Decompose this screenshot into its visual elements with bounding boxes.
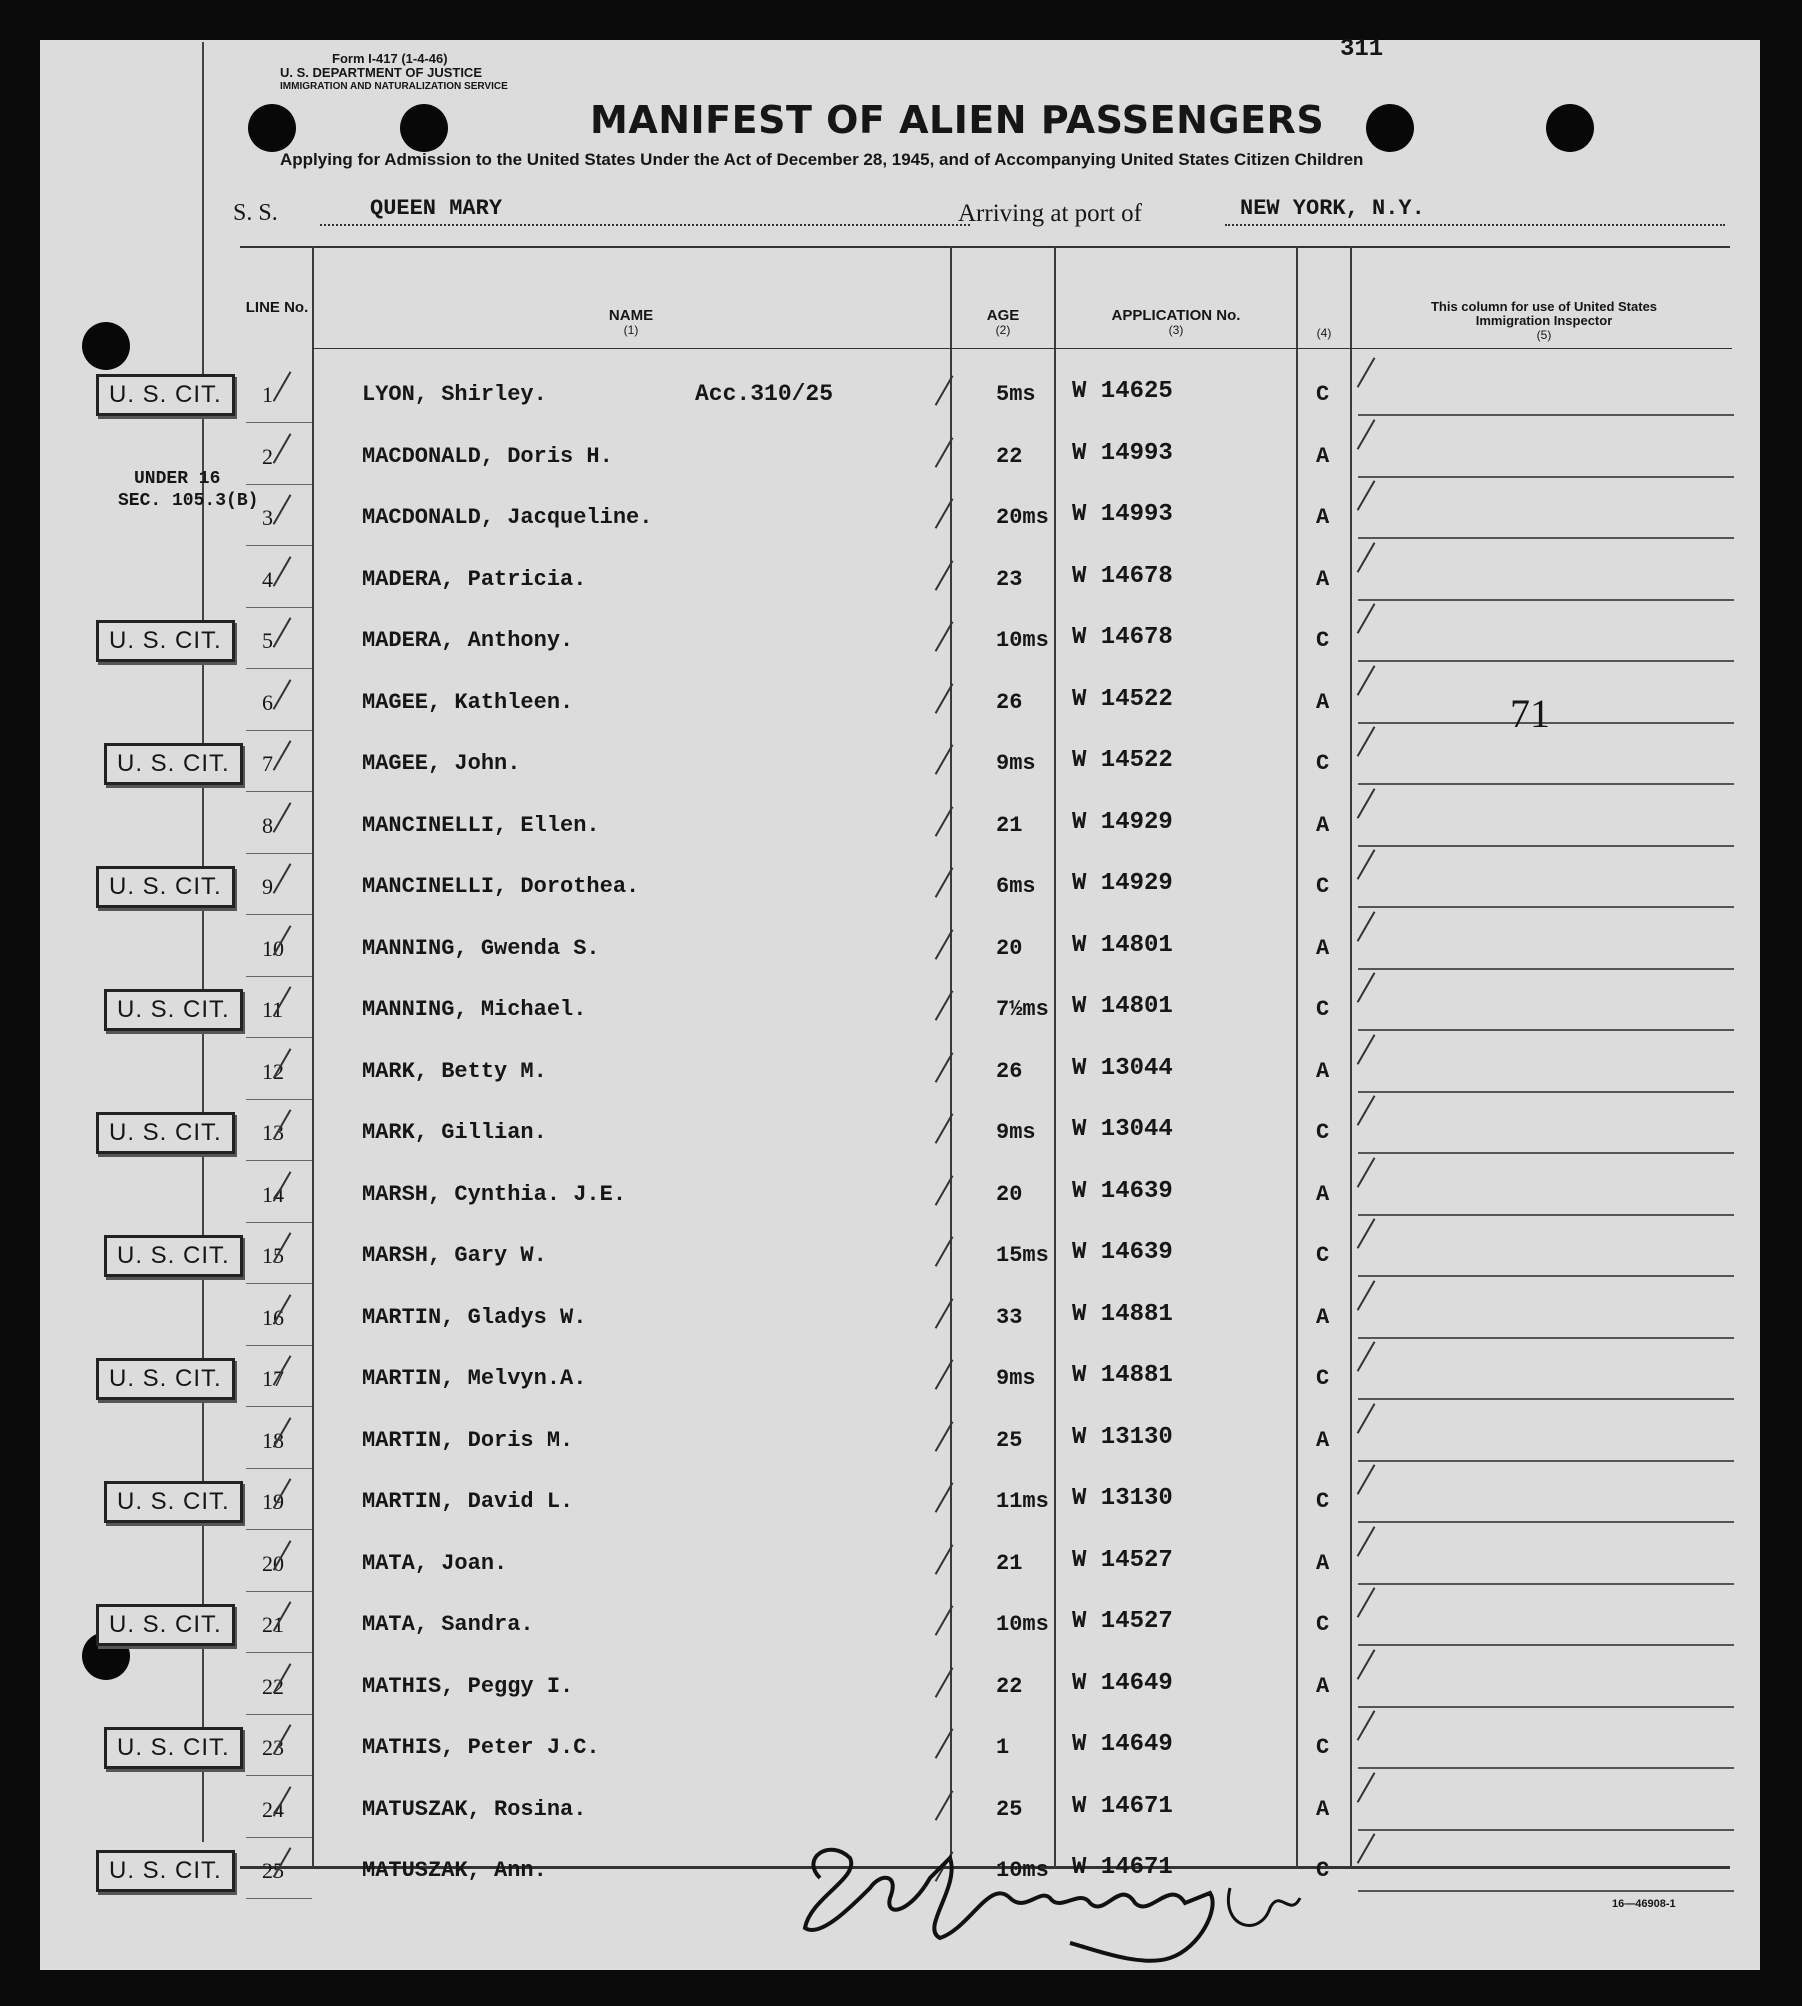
inspector-row-line xyxy=(1358,1029,1734,1031)
passenger-age: 20 xyxy=(996,1182,1023,1207)
accompanying-note: Acc.310/25 xyxy=(695,381,834,407)
document-title: MANIFEST OF ALIEN PASSENGERS xyxy=(590,98,1325,142)
passenger-name: MATA, Sandra. xyxy=(362,1612,534,1637)
inspector-row-line xyxy=(1358,1337,1734,1339)
class-code: C xyxy=(1316,1858,1330,1883)
class-code: A xyxy=(1316,690,1330,715)
column-divider xyxy=(312,246,314,1868)
service: IMMIGRATION AND NATURALIZATION SERVICE xyxy=(280,81,508,92)
line-number: 8 xyxy=(262,813,273,838)
application-number: W 14993 xyxy=(1072,501,1173,528)
line-no-rule xyxy=(246,1775,312,1776)
line-number: 23 xyxy=(262,1735,284,1760)
line-number: 11 xyxy=(262,997,284,1022)
us-citizen-stamp: U. S. CIT. xyxy=(96,866,235,908)
passenger-name: MACDONALD, Jacqueline. xyxy=(362,505,653,530)
application-number: W 14671 xyxy=(1072,1793,1173,1820)
passenger-name: MANCINELLI, Ellen. xyxy=(362,813,600,838)
column-divider xyxy=(1054,246,1056,1868)
line-number: 24 xyxy=(262,1797,284,1822)
header-inspector xyxy=(1354,300,1734,342)
application-number: W 14522 xyxy=(1072,747,1173,774)
class-code: A xyxy=(1316,567,1330,592)
line-no-rule xyxy=(246,1898,312,1899)
header-name-label: NAME xyxy=(608,307,654,324)
class-code: C xyxy=(1316,1612,1330,1637)
footer-code: 16—46908-1 xyxy=(1612,1898,1676,1910)
class-code: A xyxy=(1316,1551,1330,1576)
passenger-name: MARTIN, Gladys W. xyxy=(362,1305,587,1330)
column-divider xyxy=(1296,246,1298,1868)
punch-hole xyxy=(1546,104,1594,152)
line-number: 3 xyxy=(262,505,273,530)
line-number: 25 xyxy=(262,1858,284,1883)
inspector-row-line xyxy=(1358,660,1734,662)
inspector-row-line xyxy=(1358,1460,1734,1462)
inspector-row-line xyxy=(1358,783,1734,785)
header-line-no: LINE No. xyxy=(245,299,309,316)
passenger-age: 10ms xyxy=(996,1858,1049,1883)
application-number: W 14678 xyxy=(1072,563,1173,590)
inspector-row-line xyxy=(1358,1521,1734,1523)
line-no-rule xyxy=(246,853,312,854)
page-number: 311 xyxy=(1340,36,1384,63)
header-name-number: (1) xyxy=(623,323,639,337)
passenger-name: MATA, Joan. xyxy=(362,1551,508,1576)
us-citizen-stamp: U. S. CIT. xyxy=(104,743,243,785)
inspector-row-line xyxy=(1358,1152,1734,1154)
line-number: 20 xyxy=(262,1551,284,1576)
application-number: W 14522 xyxy=(1072,686,1173,713)
passenger-name: MARSH, Gary W. xyxy=(362,1243,547,1268)
passenger-name: MATHIS, Peggy I. xyxy=(362,1674,574,1699)
line-number: 9 xyxy=(262,874,273,899)
passenger-name: MANCINELLI, Dorothea. xyxy=(362,874,640,899)
inspector-row-line xyxy=(1358,906,1734,908)
passenger-age: 1 xyxy=(996,1735,1010,1760)
us-citizen-stamp: U. S. CIT. xyxy=(96,1604,235,1646)
passenger-age: 10ms xyxy=(996,1612,1049,1637)
passenger-age: 9ms xyxy=(996,1366,1036,1391)
passenger-name: MACDONALD, Doris H. xyxy=(362,444,613,469)
us-citizen-stamp: U. S. CIT. xyxy=(96,1112,235,1154)
passenger-age: 9ms xyxy=(996,751,1036,776)
port-label: Arriving at port of xyxy=(958,200,1142,227)
us-citizen-stamp: U. S. CIT. xyxy=(104,1235,243,1277)
signature xyxy=(790,1818,1310,1968)
line-number: 18 xyxy=(262,1428,284,1453)
port-name: NEW YORK, N.Y. xyxy=(1240,196,1425,221)
application-number: W 14801 xyxy=(1072,993,1173,1020)
application-number: W 14881 xyxy=(1072,1301,1173,1328)
us-citizen-stamp: U. S. CIT. xyxy=(96,620,235,662)
application-number: W 14639 xyxy=(1072,1239,1173,1266)
header-name xyxy=(316,308,946,338)
line-number: 22 xyxy=(262,1674,284,1699)
passenger-name: MARTIN, David L. xyxy=(362,1489,574,1514)
line-no-rule xyxy=(246,1529,312,1530)
application-number: W 14527 xyxy=(1072,1547,1173,1574)
class-code: C xyxy=(1316,997,1330,1022)
passenger-name: MARSH, Cynthia. J.E. xyxy=(362,1182,627,1207)
line-number: 13 xyxy=(262,1120,284,1145)
header-inspector-line1: This column for use of United States xyxy=(1430,299,1658,314)
passenger-age: 9ms xyxy=(996,1120,1036,1145)
passenger-age: 21 xyxy=(996,813,1023,838)
class-code: C xyxy=(1316,382,1330,407)
line-no-rule xyxy=(246,1345,312,1346)
passenger-age: 15ms xyxy=(996,1243,1049,1268)
class-code: A xyxy=(1316,936,1330,961)
line-no-rule xyxy=(246,976,312,977)
header-inspector-line2: Immigration Inspector xyxy=(1475,313,1613,328)
us-citizen-stamp: U. S. CIT. xyxy=(104,1727,243,1769)
inspector-row-line xyxy=(1358,1829,1734,1831)
class-code: C xyxy=(1316,1120,1330,1145)
ship-label: S. S. xyxy=(233,200,278,226)
passenger-name: MANNING, Michael. xyxy=(362,997,587,1022)
header-col4 xyxy=(1298,326,1350,341)
line-number: 14 xyxy=(262,1182,284,1207)
form-number: Form I-417 (1-4-46) xyxy=(332,51,448,66)
header-age-label: AGE xyxy=(986,307,1020,324)
us-citizen-stamp: U. S. CIT. xyxy=(96,1850,235,1892)
class-code: A xyxy=(1316,1059,1330,1084)
port-underline xyxy=(1225,224,1725,226)
line-no-rule xyxy=(246,1652,312,1653)
ship-name: QUEEN MARY xyxy=(370,196,503,221)
class-code: C xyxy=(1316,1366,1330,1391)
passenger-age: 7½ms xyxy=(996,997,1049,1022)
application-number: W 13044 xyxy=(1072,1116,1173,1143)
passenger-name: MAGEE, John. xyxy=(362,751,521,776)
passenger-name: MARK, Gillian. xyxy=(362,1120,547,1145)
application-number: W 14929 xyxy=(1072,870,1173,897)
line-number: 16 xyxy=(262,1305,284,1330)
line-no-rule xyxy=(246,668,312,669)
application-number: W 13130 xyxy=(1072,1424,1173,1451)
application-number: W 14993 xyxy=(1072,440,1173,467)
inspector-row-line xyxy=(1358,1644,1734,1646)
under16-line1: UNDER 16 xyxy=(134,469,221,489)
class-code: A xyxy=(1316,1182,1330,1207)
application-number: W 14649 xyxy=(1072,1731,1173,1758)
header-application xyxy=(1058,308,1294,338)
class-code: A xyxy=(1316,1797,1330,1822)
class-code: C xyxy=(1316,1243,1330,1268)
class-code: C xyxy=(1316,874,1330,899)
line-no-rule xyxy=(246,914,312,915)
line-no-rule xyxy=(246,1591,312,1592)
passenger-age: 10ms xyxy=(996,628,1049,653)
department: U. S. DEPARTMENT OF JUSTICE xyxy=(280,65,482,80)
line-no-rule xyxy=(246,1222,312,1223)
passenger-age: 25 xyxy=(996,1428,1023,1453)
line-number: 7 xyxy=(262,751,273,776)
line-no-rule xyxy=(246,607,312,608)
application-number: W 14678 xyxy=(1072,624,1173,651)
header-age xyxy=(954,308,1052,338)
passenger-age: 22 xyxy=(996,444,1023,469)
punch-hole xyxy=(248,104,296,152)
tally-count: 71 xyxy=(1510,691,1550,736)
line-no-rule xyxy=(246,545,312,546)
inspector-row-line xyxy=(1358,1091,1734,1093)
header-application-number: (3) xyxy=(1168,323,1184,337)
us-citizen-stamp: U. S. CIT. xyxy=(96,374,235,416)
header-bottom-rule xyxy=(312,348,1732,349)
inspector-row-line xyxy=(1358,1214,1734,1216)
inspector-row-line xyxy=(1358,845,1734,847)
class-code: C xyxy=(1316,628,1330,653)
ship-underline xyxy=(320,224,970,226)
class-code: C xyxy=(1316,1735,1330,1760)
application-number: W 14671 xyxy=(1072,1854,1173,1881)
application-number: W 14881 xyxy=(1072,1362,1173,1389)
passenger-age: 20 xyxy=(996,936,1023,961)
passenger-age: 26 xyxy=(996,690,1023,715)
class-code: A xyxy=(1316,505,1330,530)
line-number: 15 xyxy=(262,1243,284,1268)
passenger-name: MATUSZAK, Rosina. xyxy=(362,1797,587,1822)
passenger-name: MATUSZAK, Ann. xyxy=(362,1858,547,1883)
under16-note xyxy=(118,468,258,512)
line-no-rule xyxy=(246,730,312,731)
class-code: C xyxy=(1316,1489,1330,1514)
class-code: A xyxy=(1316,1428,1330,1453)
inspector-row-line xyxy=(1358,1767,1734,1769)
under16-line2: SEC. 105.3(B) xyxy=(118,491,259,511)
line-number: 4 xyxy=(262,567,273,592)
line-number: 10 xyxy=(262,936,284,961)
passenger-name: MADERA, Patricia. xyxy=(362,567,587,592)
passenger-age: 5ms xyxy=(996,382,1036,407)
passenger-name: LYON, Shirley. xyxy=(362,382,547,407)
passenger-age: 33 xyxy=(996,1305,1023,1330)
us-citizen-stamp: U. S. CIT. xyxy=(104,1481,243,1523)
table-top-rule xyxy=(240,246,1730,248)
application-number: W 14527 xyxy=(1072,1608,1173,1635)
passenger-name: MAGEE, Kathleen. xyxy=(362,690,574,715)
passenger-age: 21 xyxy=(996,1551,1023,1576)
punch-hole xyxy=(1366,104,1414,152)
passenger-age: 26 xyxy=(996,1059,1023,1084)
application-number: W 14649 xyxy=(1072,1670,1173,1697)
class-code: A xyxy=(1316,444,1330,469)
passenger-age: 6ms xyxy=(996,874,1036,899)
class-code: C xyxy=(1316,751,1330,776)
passenger-age: 11ms xyxy=(996,1489,1049,1514)
line-no-rule xyxy=(246,1714,312,1715)
inspector-row-line xyxy=(1358,1583,1734,1585)
inspector-row-line xyxy=(1358,414,1734,416)
application-number: W 13044 xyxy=(1072,1055,1173,1082)
inspector-row-line xyxy=(1358,1706,1734,1708)
line-no-rule xyxy=(246,1160,312,1161)
line-number: 17 xyxy=(262,1366,284,1391)
line-no-rule xyxy=(246,1468,312,1469)
passenger-name: MADERA, Anthony. xyxy=(362,628,574,653)
binding-margin-line xyxy=(202,42,204,1842)
class-code: A xyxy=(1316,1305,1330,1330)
passenger-name: MARTIN, Melvyn.A. xyxy=(362,1366,587,1391)
punch-hole xyxy=(82,322,130,370)
inspector-row-line xyxy=(1358,476,1734,478)
us-citizen-stamp: U. S. CIT. xyxy=(96,1358,235,1400)
line-number: 19 xyxy=(262,1489,284,1514)
line-no-rule xyxy=(246,1283,312,1284)
line-no-rule xyxy=(246,1837,312,1838)
passenger-name: MANNING, Gwenda S. xyxy=(362,936,600,961)
line-number: 12 xyxy=(262,1059,284,1084)
passenger-age: 23 xyxy=(996,567,1023,592)
header-application-label: APPLICATION No. xyxy=(1111,307,1241,324)
inspector-row-line xyxy=(1358,1275,1734,1277)
passenger-name: MARK, Betty M. xyxy=(362,1059,547,1084)
passenger-age: 20ms xyxy=(996,505,1049,530)
form-info xyxy=(280,52,508,94)
application-number: W 14801 xyxy=(1072,932,1173,959)
passenger-name: MARTIN, Doris M. xyxy=(362,1428,574,1453)
inspector-row-line xyxy=(1358,1890,1734,1892)
application-number: W 13130 xyxy=(1072,1485,1173,1512)
header-inspector-number: (5) xyxy=(1536,328,1552,342)
line-number: 5 xyxy=(262,628,273,653)
line-no-rule xyxy=(246,422,312,423)
line-no-rule xyxy=(246,1406,312,1407)
punch-hole xyxy=(400,104,448,152)
us-citizen-stamp: U. S. CIT. xyxy=(104,989,243,1031)
passenger-name: MATHIS, Peter J.C. xyxy=(362,1735,600,1760)
line-no-rule xyxy=(246,1037,312,1038)
header-age-number: (2) xyxy=(995,323,1011,337)
document-subtitle: Applying for Admission to the United States Under the Act of December 28, 1945, and of Accompanying United States Citizen Children xyxy=(280,150,1364,169)
application-number: W 14639 xyxy=(1072,1178,1173,1205)
line-number: 6 xyxy=(262,690,273,715)
line-no-rule xyxy=(246,791,312,792)
application-number: W 14929 xyxy=(1072,809,1173,836)
inspector-row-line xyxy=(1358,1398,1734,1400)
line-no-rule xyxy=(246,1099,312,1100)
line-number: 1 xyxy=(262,382,273,407)
inspector-row-line xyxy=(1358,599,1734,601)
line-number: 2 xyxy=(262,444,273,469)
passenger-age: 22 xyxy=(996,1674,1023,1699)
inspector-row-line xyxy=(1358,537,1734,539)
application-number: W 14625 xyxy=(1072,378,1173,405)
header-col4-number: (4) xyxy=(1316,326,1332,340)
class-code: A xyxy=(1316,813,1330,838)
line-number: 21 xyxy=(262,1612,284,1637)
passenger-age: 25 xyxy=(996,1797,1023,1822)
class-code: A xyxy=(1316,1674,1330,1699)
inspector-row-line xyxy=(1358,968,1734,970)
